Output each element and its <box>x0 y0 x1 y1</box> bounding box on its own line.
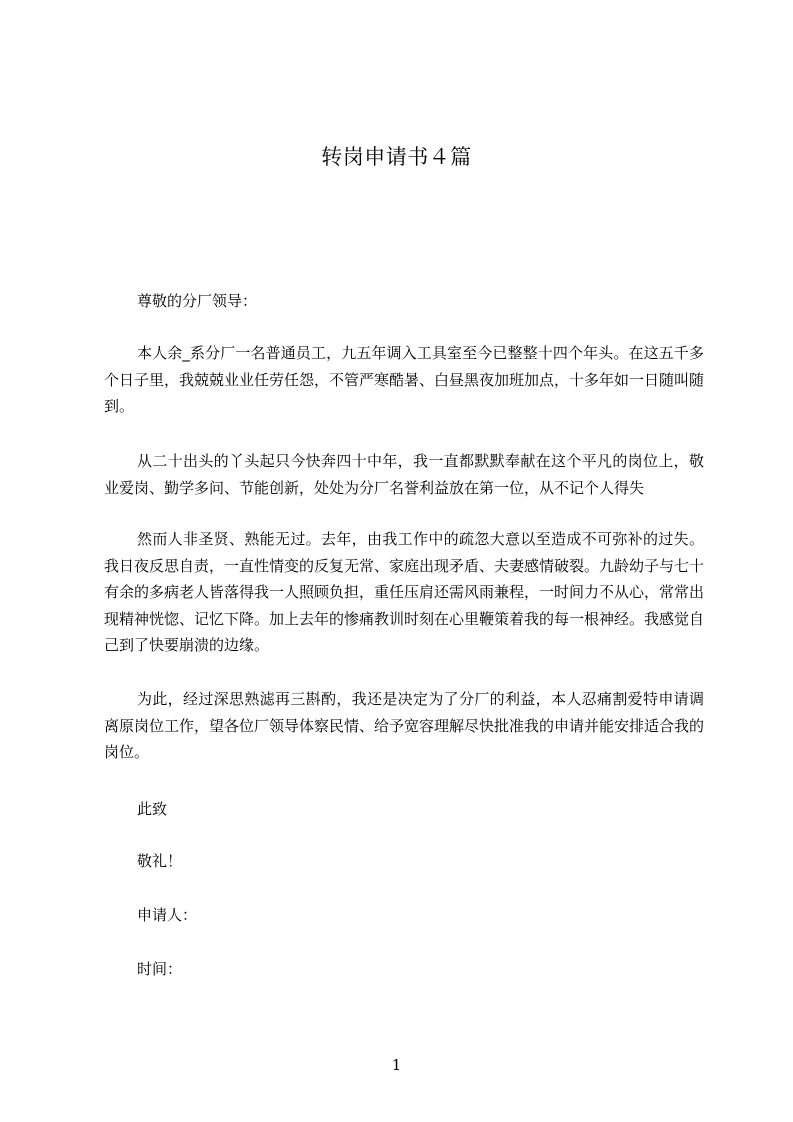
salutation: 尊敬的分厂领导： <box>137 292 258 310</box>
page-number: 1 <box>391 1056 402 1074</box>
page-title: 转岗申请书４篇 <box>321 145 472 169</box>
body-paragraph: 本人余_系分厂一名普通员工，九五年调入工具室至今已整整十四个年头。在这五千多个日子里，我兢兢业业任劳任怨，不管严寒酷暑、白昼黑夜加班加点，十多年如一日随叫随到。 <box>104 344 705 415</box>
body-paragraph: 为此，经过深思熟滤再三斟酌，我还是决定为了分厂的利益，本人忍痛割爱特申请调离原岗位工作，望各位厂领导体察民情、给予宽容理解尽快批准我的申请并能安排适合我的岗位。 <box>104 690 705 761</box>
time-label: 时间： <box>137 960 183 978</box>
body-paragraph: 然而人非圣贤、熟能无过。去年，由我工作中的疏忽大意以至造成不可弥补的过失。我日夜反思自责，一直性情变的反复无常、家庭出现矛盾、夫妻感情破裂。九龄幼子与七十有余的多病老人皆落得我一人照顾负担，重任压肩还需风雨兼程，一时间力不从心，常常出现精神恍惚、记忆下降。加上去年的惨痛教训时刻在心里鞭策着我的每一根神经。我感觉自己到了快要崩溃的边缘。 <box>104 530 705 654</box>
applicant-label: 申请人： <box>137 906 198 924</box>
closing-ci-zhi: 此致 <box>137 800 168 818</box>
closing-jing-li: 敬礼！ <box>137 852 183 870</box>
body-paragraph: 从二十出头的丫头起只今快奔四十中年，我一直都默默奉献在这个平凡的岗位上，敬业爱岗、勤学多问、节能创新，处处为分厂名誉利益放在第一位，从不记个人得失 <box>104 452 704 497</box>
